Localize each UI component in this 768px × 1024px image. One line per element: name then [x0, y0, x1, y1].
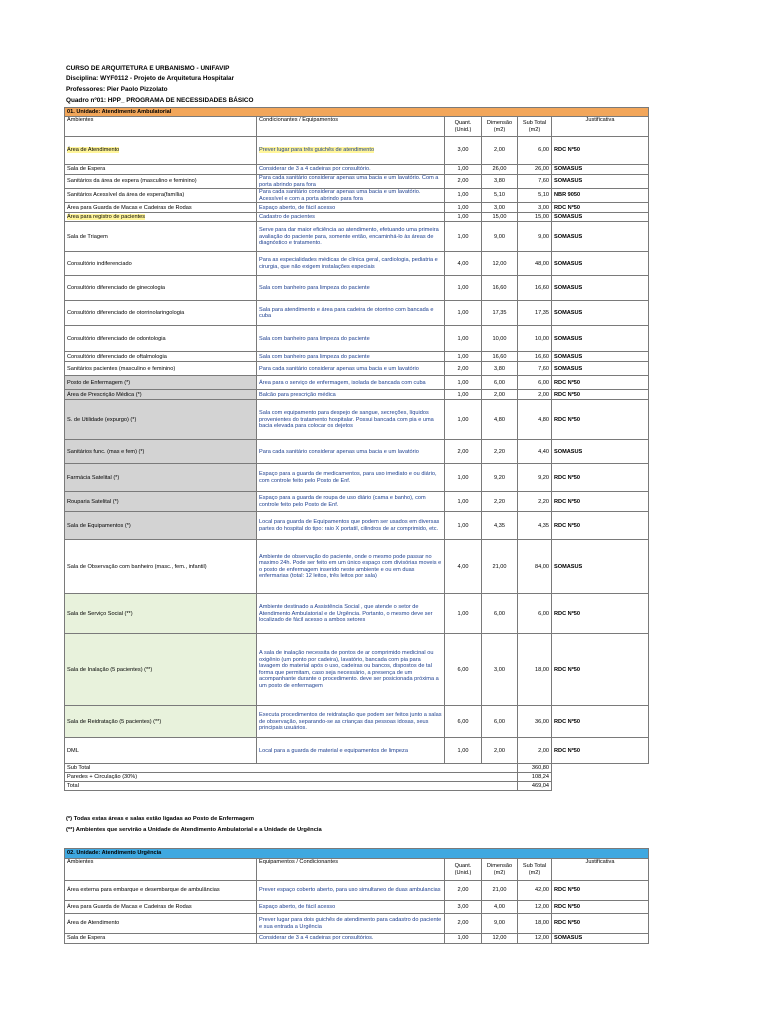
col-dimensao: Dimensão (m2) [482, 859, 518, 881]
condicionante-cell: Cadastro de pacientes [257, 213, 445, 222]
quant-cell: 3,00 [445, 137, 482, 165]
justificativa-cell: SOMASUS [552, 213, 649, 222]
ambiente-cell: Área para Guarda de Macas e Cadeiras de Rodas [65, 901, 257, 914]
unit2-table [64, 848, 649, 944]
quant-cell: 1,00 [445, 376, 482, 390]
subtotal-cell: 6,00 [518, 137, 552, 165]
table-row [65, 440, 649, 464]
condicionante-cell: Para as especialidades médicas de clínica geral, cardiologia, pediatria e cirurgia, que não exigem instalações especiais [257, 252, 445, 276]
table-row [65, 706, 649, 738]
condicionante-cell: Local para a guarda de material e equipamentos de limpeza [257, 738, 445, 764]
quant-cell: 3,00 [445, 901, 482, 914]
ambiente-cell [65, 213, 257, 222]
table-row [65, 189, 649, 203]
condicionante-cell: Ambiente de observação do paciente, onde o mesmo pode passar no maximo 24h. Pode ser feito em um único espaço com divisórias moveis e o posto de enfermagem inserido neste ambiente e ou em duas enfermarias (total: 12 leitos, três leitos por sala) [257, 540, 445, 594]
ambiente-cell: Sala de Triagem [65, 222, 257, 252]
quant-cell: 1,00 [445, 738, 482, 764]
table-row [65, 165, 649, 175]
justificativa-cell: RDC Nº50 [552, 400, 649, 440]
dimensao-cell: 3,00 [482, 203, 518, 213]
table-row [65, 400, 649, 440]
subtotal-cell: 12,00 [518, 934, 552, 944]
dimensao-cell: 17,35 [482, 301, 518, 326]
quant-cell: 1,00 [445, 400, 482, 440]
ambiente-cell: Posto de Enfermagem (*) [65, 376, 257, 390]
justificativa-cell: RDC Nº50 [552, 464, 649, 492]
subtotal-cell: 36,00 [518, 706, 552, 738]
unit1-table [64, 107, 649, 791]
table-row [65, 276, 649, 301]
dimensao-cell: 2,00 [482, 390, 518, 400]
quant-cell: 1,00 [445, 213, 482, 222]
quant-cell: 1,00 [445, 934, 482, 944]
table-row [65, 492, 649, 512]
justificativa-cell: RDC Nº50 [552, 901, 649, 914]
ambiente-cell [65, 137, 257, 165]
subtotal-cell: 48,00 [518, 252, 552, 276]
table-row [65, 213, 649, 222]
dimensao-cell: 5,10 [482, 189, 518, 203]
dimensao-cell: 4,00 [482, 901, 518, 914]
highlight: Área de Atendimento [67, 147, 120, 154]
quant-cell: 2,00 [445, 175, 482, 189]
subtotal-cell: 7,60 [518, 362, 552, 376]
condicionante-cell: Sala para atendimento e área para cadeira de otorrino com bancada e cuba [257, 301, 445, 326]
col-justificativa: Justificativa [552, 117, 649, 137]
quant-cell: 4,00 [445, 540, 482, 594]
dimensao-cell: 4,35 [482, 512, 518, 540]
subtotal-cell: 84,00 [518, 540, 552, 594]
subtotal-cell: 7,60 [518, 175, 552, 189]
subtotal-cell: 16,60 [518, 276, 552, 301]
col-condicionantes: Equipamentos / Condicionantes [257, 859, 445, 881]
col-dimensao: Dimensão (m2) [482, 117, 518, 137]
dimensao-cell: 2,20 [482, 492, 518, 512]
quant-cell: 2,00 [445, 881, 482, 901]
dimensao-cell: 3,00 [482, 634, 518, 706]
subtotal-cell: 2,20 [518, 492, 552, 512]
subtotal-cell: 18,00 [518, 634, 552, 706]
course-title: CURSO DE ARQUITETURA E URBANISMO - UNIFAVIP [66, 65, 230, 72]
subtotal-cell: 6,00 [518, 594, 552, 634]
condicionante-cell: Espaço para a guarda de medicamentos, para uso imediato e ou diário, com controle feito pelo Posto de Enf. [257, 464, 445, 492]
table-row [65, 175, 649, 189]
justificativa-cell: SOMASUS [552, 934, 649, 944]
condicionante-cell: Considerar de 3 a 4 cadeiras por consultórios. [257, 934, 445, 944]
justificativa-cell: SOMASUS [552, 175, 649, 189]
condicionante-cell: Prever espaço coberto aberto, para uso simultaneo de duas ambulancias [257, 881, 445, 901]
condicionante-cell: A sala de inalação necessita de pontos de ar comprimido medicinal ou oxigênio (um ponto por cadeira), lavatório, bancada com pia para lavagem do material após o uso, cadeiras ou bancos, dispostos de tal forma que permitam, caso seja necessário, a presença de um acompanhante durante o procedimento. deve ser posicionada próxima a um posto de enfermagem [257, 634, 445, 706]
condicionante-cell: Sala com banheiro para limpeza do paciente [257, 326, 445, 352]
justificativa-cell: RDC Nº50 [552, 390, 649, 400]
table-row [65, 352, 649, 362]
quant-cell: 1,00 [445, 352, 482, 362]
quant-cell: 2,00 [445, 362, 482, 376]
empty-cell [552, 782, 649, 791]
justificativa-cell: RDC Nº50 [552, 376, 649, 390]
justificativa-cell: NBR 9050 [552, 189, 649, 203]
table-row [65, 362, 649, 376]
quant-cell: 1,00 [445, 276, 482, 301]
quant-cell: 1,00 [445, 165, 482, 175]
quant-cell: 1,00 [445, 512, 482, 540]
justificativa-cell: SOMASUS [552, 440, 649, 464]
condicionante-cell: Área para o serviço de enfermagem, isolada de bancada com cuba [257, 376, 445, 390]
condicionante-cell: Sala com equipamento para despejo de sangue, secreções, líquidos provenientes do tratamento hospitalar. Possui bancada com pia e uma bacia elevada para colocar os dejetos [257, 400, 445, 440]
col-ambientes: Ambientes [65, 117, 257, 137]
total-label: Sub Total [65, 764, 518, 773]
discipline-line: Disciplina: WYF0112 - Projeto de Arquitetura Hospitalar [66, 75, 235, 82]
table-row [65, 512, 649, 540]
dimensao-cell: 3,80 [482, 362, 518, 376]
ambiente-cell: Área de Atendimento [65, 914, 257, 934]
subtotal-cell: 4,80 [518, 400, 552, 440]
col-subtotal: Sub Total (m2) [518, 859, 552, 881]
table-row [65, 540, 649, 594]
dimensao-cell: 3,80 [482, 175, 518, 189]
condicionante-cell: Espaço aberto, de fácil acesso [257, 901, 445, 914]
condicionante-cell: Balcão para prescrição médica [257, 390, 445, 400]
ambiente-cell: Consultório diferenciado de oftalmologia [65, 352, 257, 362]
col-condicionantes: Condicionantes / Equipamentos [257, 117, 445, 137]
table-row [65, 634, 649, 706]
justificativa-cell: RDC Nº50 [552, 738, 649, 764]
justificativa-cell: SOMASUS [552, 252, 649, 276]
col-justificativa: Justificativa [552, 859, 649, 881]
dimensao-cell: 10,00 [482, 326, 518, 352]
table-row [65, 222, 649, 252]
dimensao-cell: 2,00 [482, 137, 518, 165]
dimensao-cell: 6,00 [482, 594, 518, 634]
table-row [65, 390, 649, 400]
quant-cell: 1,00 [445, 222, 482, 252]
condicionante-cell: Para cada sanitário considerar apenas uma bacia e um lavatório [257, 362, 445, 376]
quant-cell: 2,00 [445, 440, 482, 464]
subtotal-cell: 17,35 [518, 301, 552, 326]
condicionante-cell: Prever lugar para dois guichês de atendimento para cadastro do paciente e sua entrada a Urgência [257, 914, 445, 934]
ambiente-cell: Área para Guarda de Macas e Cadeiras de Rodas [65, 203, 257, 213]
total-row [65, 773, 649, 782]
quant-cell: 6,00 [445, 706, 482, 738]
note-1: (*) Todas estas áreas e salas estão ligadas ao Posto de Enfermagem [66, 816, 255, 822]
dimensao-cell: 16,60 [482, 352, 518, 362]
table-row [65, 203, 649, 213]
dimensao-cell: 6,00 [482, 706, 518, 738]
quant-cell: 1,00 [445, 301, 482, 326]
table-row [65, 881, 649, 901]
subtotal-cell: 6,00 [518, 376, 552, 390]
ambiente-cell: Sanitários pacientes (masculino e feminino) [65, 362, 257, 376]
unit1-header-row [65, 117, 649, 137]
total-value: 360,80 [518, 764, 552, 773]
ambiente-cell: Sala de Observação com banheiro (masc., fem., infantil) [65, 540, 257, 594]
ambiente-cell: Sala de Serviço Social (**) [65, 594, 257, 634]
ambiente-cell: DML [65, 738, 257, 764]
justificativa-cell: RDC Nº50 [552, 634, 649, 706]
ambiente-cell: Sanitários Acessível da área de espera(família) [65, 189, 257, 203]
table-row [65, 464, 649, 492]
condicionante-cell: Serve para dar maior eficiência ao atendimento, efetuando uma primeira avaliação do paciente para, somente então, encaminhá-lo às áreas de diagnóstico e tratamento. [257, 222, 445, 252]
condicionante-cell: Para cada sanitário considerar apenas uma bacia e um lavatório [257, 440, 445, 464]
subtotal-cell: 18,00 [518, 914, 552, 934]
justificativa-cell: RDC Nº50 [552, 137, 649, 165]
subtotal-cell: 42,00 [518, 881, 552, 901]
table-row [65, 738, 649, 764]
dimensao-cell: 9,00 [482, 222, 518, 252]
condicionante-cell: Local para guarda de Equipamentos que podem ser usados em diversas partes do hospital do tipo: raio X portatil, cilindros de ar comprimido, etc. [257, 512, 445, 540]
subtotal-cell: 15,00 [518, 213, 552, 222]
table-title: Quadro nº01: HPP_ PROGRAMA DE NECESSIDADES BÁSICO [66, 97, 254, 104]
unit1-title: 01. Unidade: Atendimento Ambulatorial [65, 108, 649, 117]
dimensao-cell: 4,80 [482, 400, 518, 440]
justificativa-cell: SOMASUS [552, 301, 649, 326]
table-row [65, 376, 649, 390]
justificativa-cell: RDC Nº50 [552, 914, 649, 934]
dimensao-cell: 21,00 [482, 540, 518, 594]
total-label: Total [65, 782, 518, 791]
condicionante-cell: Considerar de 3 a 4 cadeiras por consultório. [257, 165, 445, 175]
quant-cell: 1,00 [445, 390, 482, 400]
subtotal-cell: 12,00 [518, 901, 552, 914]
dimensao-cell: 15,00 [482, 213, 518, 222]
quant-cell: 1,00 [445, 492, 482, 512]
table-row [65, 914, 649, 934]
quant-cell: 1,00 [445, 203, 482, 213]
dimensao-cell: 9,00 [482, 914, 518, 934]
total-label: Paredes + Circulação (30%) [65, 773, 518, 782]
dimensao-cell: 12,00 [482, 252, 518, 276]
ambiente-cell: Consultório diferenciado de otorrinolaringologia [65, 301, 257, 326]
table-row [65, 137, 649, 165]
ambiente-cell: Sanitários func. (mas e fem) (*) [65, 440, 257, 464]
ambiente-cell: Consultório indiferenciado [65, 252, 257, 276]
subtotal-cell: 2,00 [518, 390, 552, 400]
total-row [65, 764, 649, 773]
quant-cell: 4,00 [445, 252, 482, 276]
dimensao-cell: 26,00 [482, 165, 518, 175]
justificativa-cell: RDC Nº50 [552, 203, 649, 213]
subtotal-cell: 3,00 [518, 203, 552, 213]
quant-cell: 1,00 [445, 594, 482, 634]
subtotal-cell: 4,40 [518, 440, 552, 464]
quant-cell: 1,00 [445, 189, 482, 203]
justificativa-cell: RDC Nº50 [552, 594, 649, 634]
justificativa-cell: SOMASUS [552, 326, 649, 352]
justificativa-cell: SOMASUS [552, 352, 649, 362]
subtotal-cell: 2,00 [518, 738, 552, 764]
total-value: 469,04 [518, 782, 552, 791]
condicionante-cell: Para cada sanitário considerar apenas uma bacia e um lavatório. Acessível e com a porta abrindo para fora [257, 189, 445, 203]
ambiente-cell: Sala de Espera [65, 934, 257, 944]
condicionante-cell: Executa procedimentos de reidratação que podem ser feitos junto a salas de observação, separando-se as crianças das pessoas idosas, seus principais usuários. [257, 706, 445, 738]
highlight: Área para registro de pacientes [67, 214, 146, 221]
ambiente-cell: Área de Prescrição Médica (*) [65, 390, 257, 400]
ambiente-cell: Consultório diferenciado de odontologia [65, 326, 257, 352]
subtotal-cell: 4,35 [518, 512, 552, 540]
dimensao-cell: 2,00 [482, 738, 518, 764]
total-row [65, 782, 649, 791]
ambiente-cell: Sala de Espera [65, 165, 257, 175]
ambiente-cell: Consultório diferenciado de ginecologia [65, 276, 257, 301]
ambiente-cell: Sala de Inalação (5 pacientes) (**) [65, 634, 257, 706]
condicionante-cell: Para cada sanitário considerar apenas uma bacia e um lavatório. Com a porta abrindo para fora [257, 175, 445, 189]
justificativa-cell: RDC Nº50 [552, 512, 649, 540]
condicionante-cell: Espaço para a guarda de roupa de uso diário (cama e banho), com controle feito pelo Posto de Enf. [257, 492, 445, 512]
ambiente-cell: Rouparia Satelital (*) [65, 492, 257, 512]
justificativa-cell: SOMASUS [552, 362, 649, 376]
table-row [65, 594, 649, 634]
dimensao-cell: 6,00 [482, 376, 518, 390]
ambiente-cell: S. de Utilidade (expurgo) (*) [65, 400, 257, 440]
empty-cell [552, 773, 649, 782]
justificativa-cell: RDC Nº50 [552, 881, 649, 901]
ambiente-cell: Sala de Equipamentos (*) [65, 512, 257, 540]
professors-line: Professores: Pier Paolo Pizzolato [66, 86, 168, 93]
ambiente-cell: Sanitários da área de espera (masculino e feminino) [65, 175, 257, 189]
subtotal-cell: 26,00 [518, 165, 552, 175]
condicionante-cell: Sala com banheiro para limpeza do paciente [257, 352, 445, 362]
dimensao-cell: 9,20 [482, 464, 518, 492]
quant-cell: 2,00 [445, 914, 482, 934]
dimensao-cell: 2,20 [482, 440, 518, 464]
dimensao-cell: 12,00 [482, 934, 518, 944]
col-subtotal: Sub Total (m2) [518, 117, 552, 137]
justificativa-cell: SOMASUS [552, 276, 649, 301]
justificativa-cell: RDC Nº50 [552, 492, 649, 512]
quant-cell: 1,00 [445, 464, 482, 492]
total-value: 108,24 [518, 773, 552, 782]
empty-cell [552, 764, 649, 773]
quant-cell: 1,00 [445, 326, 482, 352]
justificativa-cell: RDC Nº50 [552, 706, 649, 738]
subtotal-cell: 9,20 [518, 464, 552, 492]
subtotal-cell: 16,60 [518, 352, 552, 362]
justificativa-cell: SOMASUS [552, 540, 649, 594]
table-row [65, 301, 649, 326]
justificativa-cell: SOMASUS [552, 165, 649, 175]
condicionante-cell [257, 137, 445, 165]
subtotal-cell: 5,10 [518, 189, 552, 203]
col-quant: Quant. (Unid.) [445, 117, 482, 137]
col-quant: Quant. (Unid.) [445, 859, 482, 881]
dimensao-cell: 21,00 [482, 881, 518, 901]
dimensao-cell: 16,60 [482, 276, 518, 301]
justificativa-cell: SOMASUS [552, 222, 649, 252]
table-row [65, 901, 649, 914]
unit2-title: 02. Unidade: Atendimento Urgência [65, 849, 649, 859]
unit2-header-row [65, 859, 649, 881]
col-ambientes: Ambientes [65, 859, 257, 881]
quant-cell: 6,00 [445, 634, 482, 706]
ambiente-cell: Sala de Reidratação (5 pacientes) (**) [65, 706, 257, 738]
subtotal-cell: 9,00 [518, 222, 552, 252]
condicionante-cell: Sala com banheiro para limpeza do paciente [257, 276, 445, 301]
highlight: Prever lugar para três guichês de atendimento [259, 147, 375, 154]
ambiente-cell: Farmácia Satelital (*) [65, 464, 257, 492]
subtotal-cell: 10,00 [518, 326, 552, 352]
table-row [65, 252, 649, 276]
condicionante-cell: Ambiente destinado a Assistência Social , que atende o setor de Atendimento Ambulatorial e de Urgência. Portanto, o mesmo deve ser localizado de fácil acesso a ambos setores [257, 594, 445, 634]
note-2: (**) Ambientes que servirão a Unidade de Atendimento Ambulatorial e a Unidade de Urgência [66, 827, 322, 833]
table-row [65, 326, 649, 352]
table-row [65, 934, 649, 944]
condicionante-cell: Espaço aberto, de fácil acesso [257, 203, 445, 213]
ambiente-cell: Área externa para embarque e desembarque de ambulâncias [65, 881, 257, 901]
